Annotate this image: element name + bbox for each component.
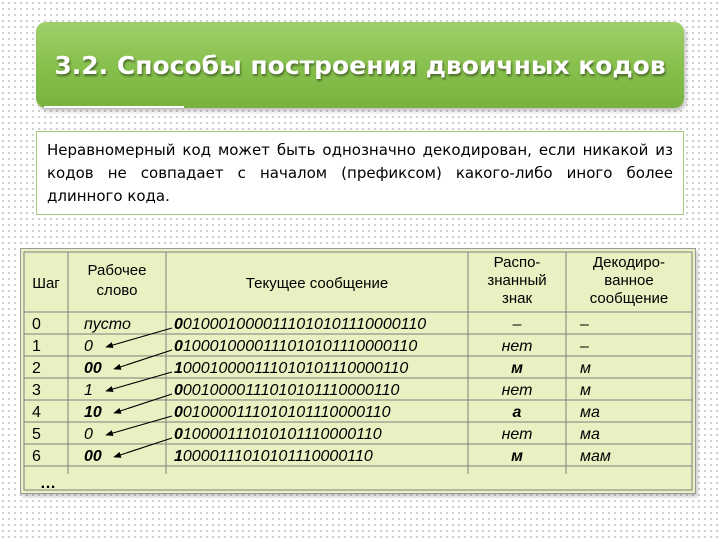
header-recognized: знанный [487,272,547,289]
row-current-message [174,382,400,399]
row-step: 6 [32,448,41,465]
shift-arrow [114,350,172,369]
row-decoded-message: м [580,382,591,399]
shift-arrow [106,416,172,435]
message-rest: 10000111010101110000110 [182,426,382,443]
message-first-bit: 1 [174,448,183,465]
row-recognized-sign: м [511,448,523,465]
row-decoded-message: ма [580,404,600,421]
row-recognized-sign: нет [501,382,533,399]
shift-arrow [114,438,172,457]
definition-text: Неравномерный код может быть однозначно декодирован, если никакой из кодов не совпадает с началом (префиксом) какого-либо иного более длинного кода. [47,141,673,205]
header-decoded: Декодиро- [592,254,666,271]
row-work-word: 10 [84,404,102,421]
message-rest: 00010000111010101110000110 [182,360,409,377]
table-body [32,316,611,465]
header-decoded: ванное [604,272,654,289]
header-work-word: Рабочее [87,262,147,279]
header-step: Шаг [32,275,60,292]
message-rest: 0100010000111010101110000110 [182,316,427,333]
message-first-bit: 0 [174,404,183,421]
row-recognized-sign: – [512,316,522,333]
message-first-bit: 0 [174,316,183,333]
message-first-bit: 1 [174,360,183,377]
slide-title: 3.2. Способы построения двоичных кодов [54,50,666,80]
decoding-table-grid [20,248,696,494]
row-current-message [174,426,382,443]
row-work-word: пусто [84,316,131,333]
row-work-word: 0 [84,426,93,443]
row-current-message [174,338,417,355]
message-first-bit: 0 [174,338,183,355]
message-rest: 100010000111010101110000110 [182,338,418,355]
row-recognized-sign: нет [501,426,533,443]
row-work-word: 00 [84,360,102,377]
row-step: 3 [32,382,41,399]
message-rest: 0000111010101110000110 [182,448,373,465]
row-work-word: 0 [84,338,93,355]
row-step: 0 [32,316,41,333]
row-current-message [174,316,426,333]
row-recognized-sign: а [512,404,522,421]
title-banner [36,22,684,108]
definition-box [36,131,684,215]
row-decoded-message: ма [580,426,600,443]
row-work-word: 1 [84,382,93,399]
row-recognized-sign: м [511,360,523,377]
message-first-bit: 0 [174,382,183,399]
header-current-message: Текущее сообщение [245,275,389,292]
row-current-message [174,404,391,421]
title-underline [44,106,184,109]
row-step: 4 [32,404,41,421]
header-recognized: знак [501,290,533,307]
row-recognized-sign: нет [501,338,533,355]
row-current-message [174,360,408,377]
message-rest: 0010000111010101110000110 [182,382,400,399]
header-work-word: слово [96,282,138,299]
row-current-message [174,448,373,465]
message-first-bit: 0 [174,426,183,443]
row-step: 5 [32,426,41,443]
row-decoded-message: мам [580,448,611,465]
header-decoded: сообщение [589,290,669,307]
row-step: 2 [32,360,41,377]
shift-arrow [114,394,172,413]
shift-arrows [106,328,172,457]
row-decoded-message: м [580,360,591,377]
message-rest: 010000111010101110000110 [182,404,391,421]
row-decoded-message: – [580,316,589,333]
table-ellipsis: … [40,475,56,492]
shift-arrow [106,372,172,391]
row-step: 1 [32,338,41,355]
row-work-word: 00 [84,448,102,465]
header-recognized: Распо- [493,254,541,271]
row-decoded-message: – [580,338,589,355]
